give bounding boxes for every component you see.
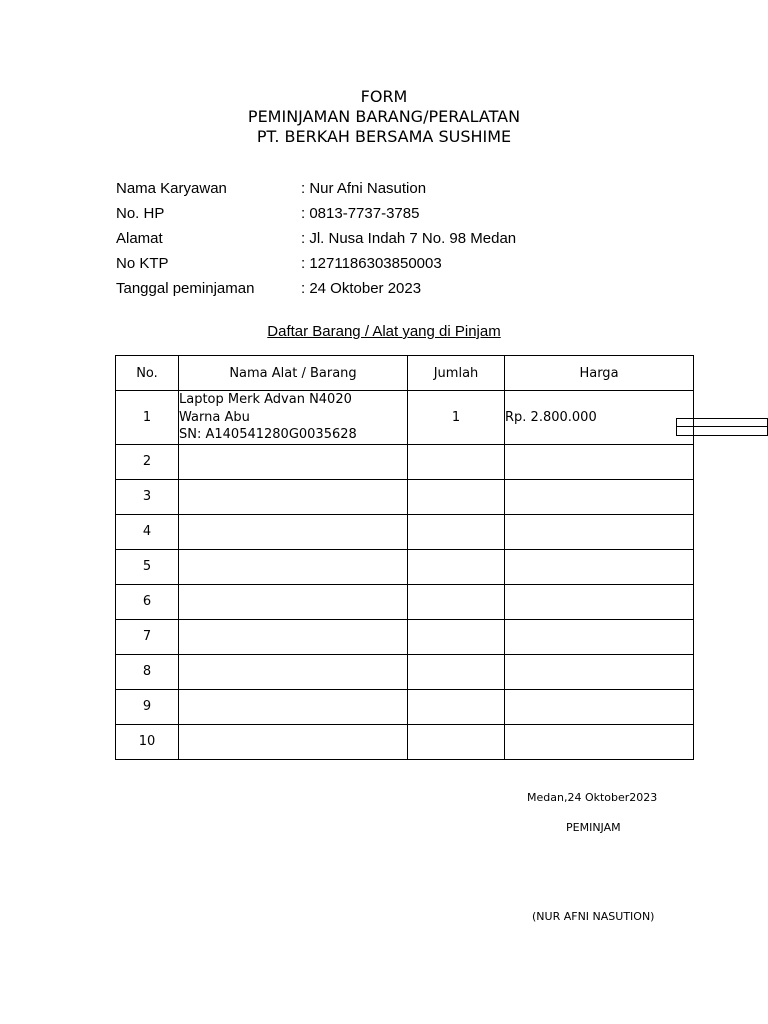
form-subtitle: PEMINJAMAN BARANG/PERALATAN — [247, 107, 521, 126]
table-row — [116, 619, 694, 654]
item-name-cell — [179, 619, 408, 654]
signature-place-date: Medan,24 Oktober2023 — [527, 791, 658, 804]
item-serial-line: SN: A140541280G0035628 — [179, 427, 357, 442]
item-name-cell — [179, 724, 408, 759]
ktp-value: : 1271186303850003 — [301, 255, 442, 272]
item-name-cell — [179, 444, 408, 479]
price-cell — [505, 444, 694, 479]
table-row — [116, 391, 694, 445]
table-header-row — [116, 356, 694, 391]
header-no: No. — [116, 356, 179, 391]
row-number: 9 — [116, 689, 179, 724]
price-cell — [505, 479, 694, 514]
quantity-cell — [408, 444, 505, 479]
signature-role: PEMINJAM — [566, 821, 621, 834]
employee-name-value: : Nur Afni Nasution — [301, 180, 427, 197]
company-name: PT. BERKAH BERSAMA SUSHIME — [256, 127, 512, 146]
item-name-cell — [179, 584, 408, 619]
address-label: Alamat — [116, 230, 163, 247]
loan-date-value: : 24 Oktober 2023 — [301, 280, 422, 297]
table-row — [116, 689, 694, 724]
item-list-heading: Daftar Barang / Alat yang di Pinjam — [267, 323, 501, 340]
table-row — [116, 479, 694, 514]
item-name-line: Laptop Merk Advan N4020 — [179, 392, 352, 407]
item-color-line: Warna Abu — [179, 409, 250, 425]
phone-label: No. HP — [116, 205, 165, 222]
signature-name: (NUR AFNI NASUTION) — [532, 910, 655, 923]
quantity-cell — [408, 479, 505, 514]
loan-items-table — [115, 355, 694, 760]
item-name-cell — [179, 654, 408, 689]
quantity-cell — [408, 584, 505, 619]
header-quantity: Jumlah — [408, 356, 505, 391]
quantity-cell — [408, 619, 505, 654]
quantity-cell — [408, 724, 505, 759]
quantity-cell — [408, 654, 505, 689]
price-cell — [505, 654, 694, 689]
table-row — [116, 444, 694, 479]
form-title: FORM — [360, 87, 408, 106]
stray-cell-box — [676, 418, 768, 436]
header-item-name: Nama Alat / Barang — [179, 356, 408, 391]
stray-cell-divider — [677, 426, 768, 427]
quantity-cell — [408, 549, 505, 584]
table-row — [116, 549, 694, 584]
item-name-cell — [179, 514, 408, 549]
quantity-cell — [408, 514, 505, 549]
row-number: 6 — [116, 584, 179, 619]
row-number: 8 — [116, 654, 179, 689]
price-cell — [505, 689, 694, 724]
row-number: 7 — [116, 619, 179, 654]
row-number: 4 — [116, 514, 179, 549]
table-row — [116, 654, 694, 689]
price-cell — [505, 724, 694, 759]
header-price: Harga — [505, 356, 694, 391]
price-cell — [505, 619, 694, 654]
table-row — [116, 724, 694, 759]
row-number: 10 — [116, 724, 179, 759]
loan-date-label: Tanggal peminjaman — [116, 280, 255, 297]
quantity-cell — [408, 689, 505, 724]
address-value: : Jl. Nusa Indah 7 No. 98 Medan — [301, 230, 517, 247]
item-name-cell — [179, 689, 408, 724]
table-row — [116, 514, 694, 549]
ktp-label: No KTP — [116, 255, 169, 272]
price-cell: Rp. 2.800.000 — [505, 391, 694, 445]
employee-name-label: Nama Karyawan — [116, 180, 227, 197]
row-number: 1 — [116, 391, 179, 445]
quantity-cell: 1 — [408, 391, 505, 445]
table-row — [116, 584, 694, 619]
row-number: 2 — [116, 444, 179, 479]
price-cell — [505, 584, 694, 619]
phone-value: : 0813-7737-3785 — [301, 205, 420, 222]
price-cell — [505, 514, 694, 549]
item-name-cell — [179, 479, 408, 514]
price-cell — [505, 549, 694, 584]
item-name-cell — [179, 549, 408, 584]
row-number: 3 — [116, 479, 179, 514]
item-name-cell — [179, 391, 408, 445]
row-number: 5 — [116, 549, 179, 584]
